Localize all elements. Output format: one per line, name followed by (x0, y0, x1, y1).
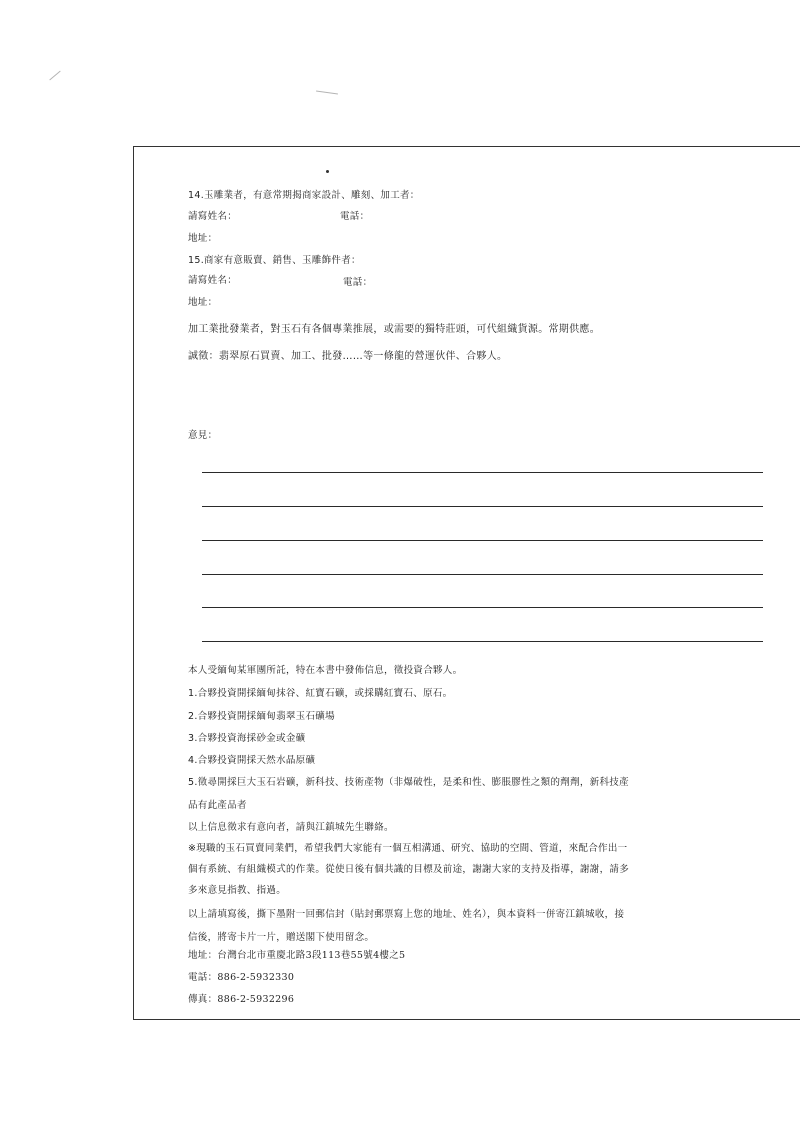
q14-address-label: 地址： (188, 233, 218, 244)
notice-item: 5.徵尋開採巨大玉石岩礦，新科技、技術產物（非爆破性，是柔和性、膨脹膠性之類的劑劑，新科技產 (188, 777, 629, 788)
contact-address: 地址：台灣台北市重慶北路3段113巷55號4樓之5 (188, 950, 406, 961)
notice-intro: 本人受緬甸某軍團所託，特在本書中發佈信息，徵投資合夥人。 (188, 665, 463, 676)
contact-fax: 傳真：886-2-5932296 (188, 994, 295, 1005)
notice-item: 品有此產品者 (188, 800, 247, 811)
contact-line: 以上信息徵求有意向者，請與江鎮城先生聯絡。 (188, 822, 394, 833)
notice-item: 2.合夥投資開採緬甸翡翠玉石礦場 (188, 711, 335, 722)
notice-item: 4.合夥投資開採天然水晶原礦 (188, 755, 316, 766)
opinion-line (202, 540, 763, 541)
q15-name-label: 請寫姓名： (188, 275, 238, 286)
q15-address-label: 地址： (188, 297, 218, 308)
appeal-line: 多來意見指教、指過。 (188, 885, 287, 896)
q14-heading: 14.玉雕業者，有意常期揭商家設計、雕刻、加工者： (188, 190, 420, 201)
contact-phone: 電話：886-2-5932330 (188, 972, 295, 983)
appeal-line: ※現職的玉石買賣同業們，希望我們大家能有一個互相溝通、研究、協助的空間、管道，來配合作出一 (188, 843, 628, 854)
opinion-line (202, 607, 763, 608)
opinion-line (202, 641, 763, 642)
scan-dot (326, 170, 329, 173)
opinion-line (202, 472, 763, 473)
notice-item: 3.合夥投資海採砂金或金礦 (188, 733, 306, 744)
scan-speck (316, 90, 338, 94)
mail-line: 以上請填寫後，撕下墨附一回郵信封（貼封郵票寫上您的地址、姓名），與本資料一併寄江鎮城收，接 (188, 909, 625, 920)
opinion-label: 意見： (188, 430, 218, 441)
partner-note: 誠徵：翡翠原石買賣、加工、批發……等一條龍的營運伙伴、合夥人。 (188, 351, 508, 362)
processing-note: 加工業批發業者，對玉石有各個專業推展，或需要的獨特莊頭，可代組織貨源。常期供應。 (188, 324, 600, 335)
scan-speck (49, 71, 60, 81)
q15-phone-label: 電話： (343, 277, 373, 288)
opinion-line (202, 506, 763, 507)
mail-line: 信後，將寄卡片一片，贈送閣下使用留念。 (188, 932, 375, 943)
appeal-line: 個有系統、有組織模式的作業。從使日後有個共識的目標及前途，謝謝大家的支持及指導，謝謝，請多 (188, 864, 630, 875)
q15-heading: 15.商家有意販賣、銷售、玉雕飾件者： (188, 255, 361, 266)
q14-phone-label: 電話： (340, 211, 370, 222)
opinion-line (202, 574, 763, 575)
notice-item: 1.合夥投資開採緬甸抹谷、紅寶石礦，或採購紅寶石、原石。 (188, 688, 453, 699)
q14-name-label: 請寫姓名： (188, 211, 238, 222)
